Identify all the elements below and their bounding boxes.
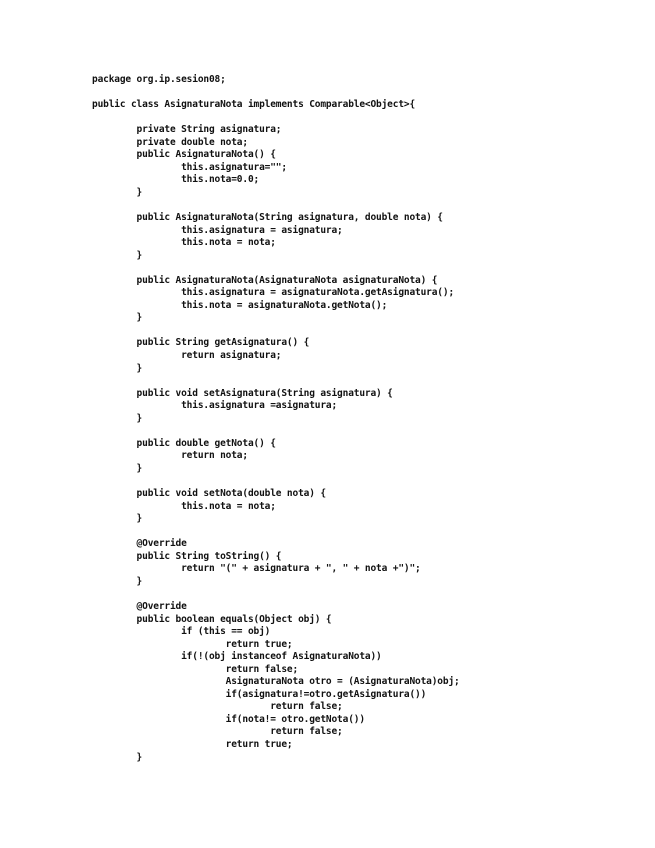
- code-line: this.asignatura = asignaturaNota.getAsignatura();: [92, 287, 455, 299]
- code-line: public void setAsignatura(String asignatura) {: [92, 387, 393, 399]
- code-line: return true;: [92, 638, 293, 650]
- code-line: @Override: [92, 600, 187, 612]
- code-line: }: [92, 412, 143, 424]
- code-line: }: [92, 362, 143, 374]
- code-line: [92, 199, 632, 212]
- code-line: return asignatura;: [92, 350, 282, 362]
- code-line: this.nota=0.0;: [92, 174, 260, 186]
- code-line: [92, 262, 632, 275]
- code-line: }: [92, 575, 143, 587]
- code-line: public String getAsignatura() {: [92, 337, 310, 349]
- code-line: public class AsignaturaNota implements Comparable<Object>{: [92, 99, 416, 111]
- code-line: AsignaturaNota otro = (AsignaturaNota)obj;: [92, 676, 460, 688]
- code-line: return false;: [92, 701, 343, 713]
- code-line: public boolean equals(Object obj) {: [92, 613, 332, 625]
- code-line: }: [92, 751, 143, 763]
- code-line: [92, 375, 632, 388]
- code-line: public void setNota(double nota) {: [92, 488, 326, 500]
- code-line: if (this == obj): [92, 626, 271, 638]
- code-line: this.nota = nota;: [92, 500, 276, 512]
- code-line: [92, 476, 632, 489]
- code-line: this.nota = asignaturaNota.getNota();: [92, 299, 388, 311]
- code-line: this.asignatura="";: [92, 161, 287, 173]
- code-line: private String asignatura;: [92, 124, 282, 136]
- code-line: public double getNota() {: [92, 437, 276, 449]
- code-line: }: [92, 249, 143, 261]
- code-line: [92, 325, 632, 338]
- code-line: [92, 112, 632, 125]
- code-line: this.nota = nota;: [92, 237, 276, 249]
- code-line: if(!(obj instanceof AsignaturaNota)): [92, 651, 382, 663]
- code-line: }: [92, 186, 143, 198]
- code-line: @Override: [92, 538, 187, 550]
- code-line: if(nota!= otro.getNota()): [92, 713, 365, 725]
- code-block: [92, 74, 632, 764]
- code-line: }: [92, 312, 143, 324]
- code-line: return true;: [92, 738, 293, 750]
- code-line: this.asignatura =asignatura;: [92, 400, 338, 412]
- code-line: public AsignaturaNota() {: [92, 149, 276, 161]
- code-line: package org.ip.sesion08;: [92, 74, 226, 85]
- code-line: [92, 588, 632, 601]
- code-line: private double nota;: [92, 136, 248, 148]
- code-line: [92, 425, 632, 438]
- code-line: public AsignaturaNota(AsignaturaNota asignaturaNota) {: [92, 274, 438, 286]
- code-line: [92, 526, 632, 539]
- code-line: }: [92, 513, 143, 525]
- code-line: [92, 87, 632, 100]
- code-line: return false;: [92, 726, 343, 738]
- code-line: public AsignaturaNota(String asignatura, double nota) {: [92, 212, 443, 224]
- code-line: return "(" + asignatura + ", " + nota +")";: [92, 563, 421, 575]
- code-line: }: [92, 462, 143, 474]
- code-line: return nota;: [92, 450, 248, 462]
- code-line: this.asignatura = asignatura;: [92, 224, 343, 236]
- code-line: if(asignatura!=otro.getAsignatura()): [92, 688, 427, 700]
- code-line: public String toString() {: [92, 550, 282, 562]
- code-line: return false;: [92, 663, 299, 675]
